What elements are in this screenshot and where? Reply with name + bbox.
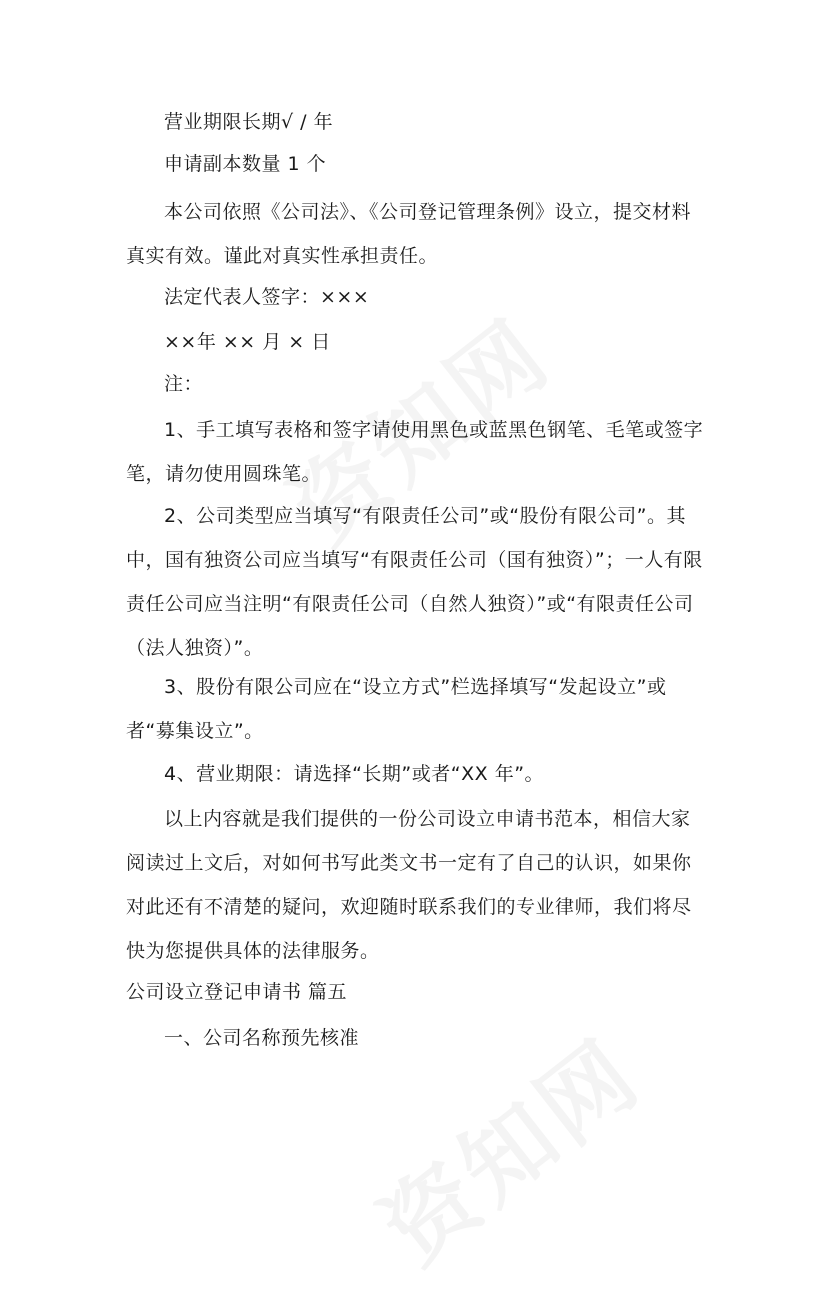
subsection-heading: 一、公司名称预先核准	[164, 1027, 360, 1049]
copy-count-line: 申请副本数量 1 个	[164, 153, 327, 175]
section-title: 公司设立登记申请书 篇五	[126, 981, 348, 1003]
closing-paragraph: 以上内容就是我们提供的一份公司设立申请书范本，相信大家阅读过上文后，对如何书写此类文书一定有了自己的认识，如果你对此还有不清楚的疑问，欢迎随时联系我们的专业律师，我们将尽快为您提供具体的法律服务。	[126, 808, 692, 962]
note-item-1: 1、手工填写表格和签字请使用黑色或蓝黑色钢笔、毛笔或签字笔，请勿使用圆珠笔。	[126, 419, 704, 485]
date-line: ××年 ×× 月 × 日	[164, 331, 331, 353]
legal-rep-signature-line: 法定代表人签字：×××	[164, 286, 370, 308]
declaration-paragraph: 本公司依照《公司法》、《公司登记管理条例》设立，提交材料真实有效。谨此对真实性承担责任。	[126, 201, 692, 267]
note-item-3: 3、股份有限公司应在“设立方式”栏选择填写“发起设立”或者“募集设立”。	[126, 676, 667, 742]
note-heading: 注：	[164, 373, 204, 395]
business-term-line: 营业期限长期√ / 年	[164, 111, 334, 133]
note-item-2: 2、公司类型应当填写“有限责任公司”或“股份有限公司”。其中，国有独资公司应当填写“有限责任公司（国有独资）”；一人有限责任公司应当注明“有限责任公司（自然人独资）”或“有限责任公司（法人独资）”。	[126, 505, 703, 659]
note-item-4: 4、营业期限：请选择“长期”或者“XX 年”。	[164, 763, 545, 785]
